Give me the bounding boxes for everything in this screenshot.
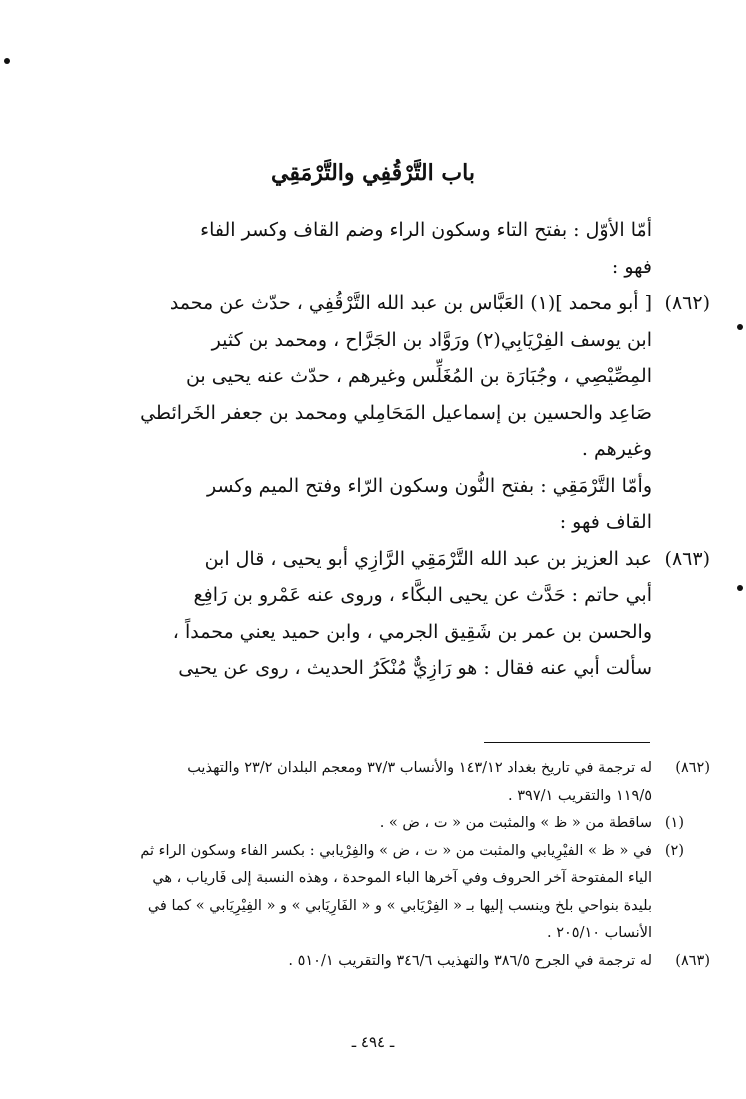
- entry-line: ابن يوسف الفِرْيَابِي(٢) ورَوَّاد بن الجَرَّاح ، ومحمد بن كثير: [211, 328, 652, 351]
- entry-number: (٨٦٢): [664, 292, 710, 314]
- footnote-863: [84, 948, 710, 976]
- entry-line: والحسن بن عمر بن شَقِيق الجرمي ، وابن حميد يعني محمداً ،: [172, 620, 652, 643]
- entry-line: عبد العزيز بن عبد الله التَّرْمَقِي الرَّازِي أبو يحيى ، قال ابن: [204, 547, 652, 570]
- footnote-divider: [484, 742, 650, 743]
- footnote-line: له ترجمة في الجرح ٣٨٦/٥ والتهذيب ٣٤٦/٦ والتقريب ٥١٠/١ .: [288, 952, 652, 969]
- footnote-line: له ترجمة في تاريخ بغداد ١٤٣/١٢ والأنساب ٣٧/٣ ومعجم البلدان ٢٣/٢ والتهذيب: [187, 760, 652, 776]
- margin-dot: [737, 585, 743, 591]
- section-line: القاف فهو :: [559, 511, 652, 533]
- footnote-line: الياء المفتوحة آخر الحروف وفي آخرها الباء الموحدة ، وهذه النسبة إلى فَارياب ، هي: [152, 870, 652, 886]
- footnote-line: ١١٩/٥ والتقريب ٣٩٧/١ .: [508, 787, 652, 804]
- intro-line: فهو :: [611, 255, 652, 278]
- margin-dot: [737, 324, 743, 330]
- entry-line: [ أبو محمد ](١) العَبَّاس بن عبد الله التَّرْقُفِي ، حدّث عن محمد: [169, 292, 652, 314]
- footnote-number: (٨٦٣): [675, 952, 710, 969]
- entry-line: المِصِّيْصِي ، وجُبَارَة بن المُغَلِّس وغيرهم ، حدّث عنه يحيى بن: [185, 365, 652, 387]
- entry-line: سألت أبي عنه فقال : هو رَازِيٌّ مُنْكَرُ الحديث ، روى عن يحيى: [178, 657, 652, 679]
- footnote-number: (٨٦٢): [675, 760, 710, 776]
- footnote-line: ساقطة من « ظ » والمثبت من « ت ، ض » .: [379, 815, 652, 831]
- entry-863: [84, 541, 710, 687]
- footnote-line: في « ظ » الفيْرِيابي والمثبت من « ت ، ض » والفِرْيابي : بكسر الفاء وسكون الراء ثم: [140, 842, 652, 859]
- footnote-1: [84, 810, 684, 838]
- page-number: ـ ٤٩٤ ـ: [351, 1033, 395, 1051]
- margin-dot: [4, 58, 10, 64]
- entry-line: وغيرهم .: [581, 438, 652, 460]
- entry-line: صَاعِد والحسين بن إسماعيل المَحَامِلي ومحمد بن جعفر الخَرائطي: [140, 401, 652, 424]
- footnote-line: الأنساب ٢٠٥/١٠ .: [547, 925, 652, 941]
- footnote-line: بليدة بنواحي بلخ وينسب إليها بـ « الفِرْيَابي » و « الفَارِيَابي » و « الفِيْرِيَابي » كما في: [147, 897, 652, 914]
- intro-line: أمّا الأوّل : بفتح التاء وسكون الراء وضم القاف وكسر الفاء: [200, 219, 652, 241]
- entry-number: (٨٦٣): [664, 547, 710, 570]
- entry-line: أبي حاتم : حَدَّث عن يحيى البكَّاء ، وروى عنه عَمْرو بن رَافِع: [193, 584, 652, 606]
- entry-862: [84, 285, 710, 468]
- section-line: وأمّا التَّرْمَقِي : بفتح النُّون وسكون الرّاء وفتح الميم وكسر: [206, 474, 652, 497]
- footnote-862: [84, 755, 710, 810]
- footnote-number: (٢): [664, 842, 684, 859]
- footnote-2: [84, 838, 684, 948]
- footnotes: [84, 755, 710, 975]
- footnote-number: (١): [664, 815, 684, 831]
- main-text: [84, 212, 710, 687]
- chapter-title: باب التَّرْقُفِي والتَّرْمَقِي: [271, 160, 475, 186]
